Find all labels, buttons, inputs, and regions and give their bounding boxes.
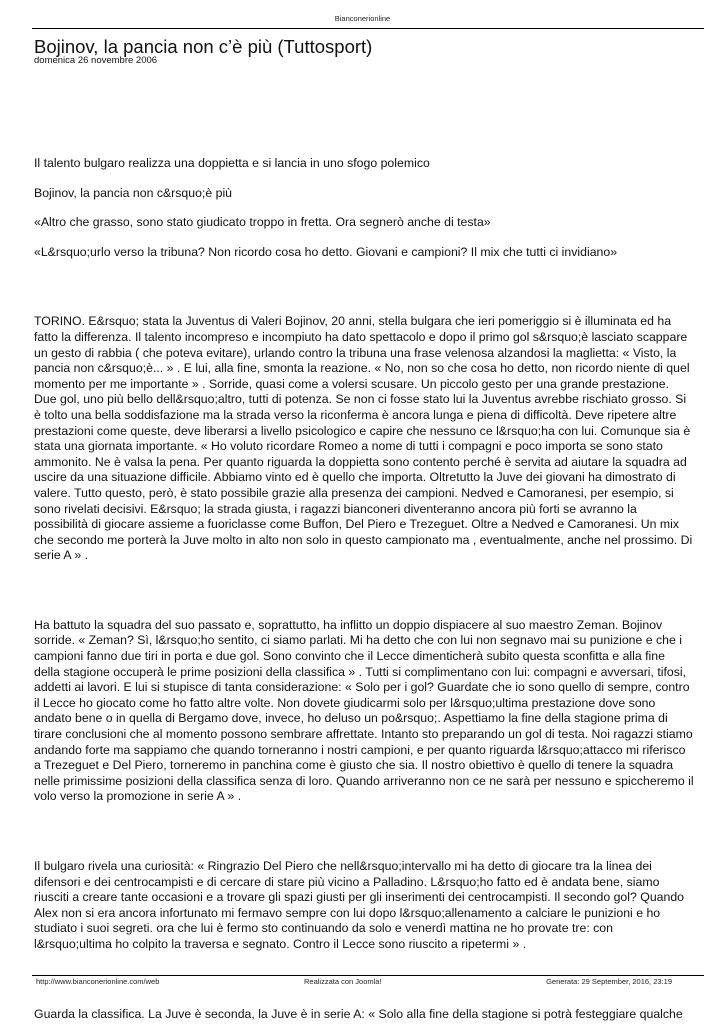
footer-url[interactable]: http://www.bianconerionline.com/web [36,977,160,986]
footer-divider [32,975,704,976]
article-headline: Bojinov, la pancia non c&rsquo;è più [34,185,233,200]
article-quote: «L&rsquo;urlo verso la tribuna? Non ricordo cosa ho detto. Giovani e campioni? Il mix che tutti ci invidiano» [34,244,618,259]
article-paragraph: TORINO. E&rsquo; stata la Juventus di Valeri Bojinov, 20 anni, stella bulgara che ieri pomeriggio si è illuminata ed ha fatto la differenza. Il talento incompreso e incompiuto ha dato spettacolo e dopo il primo gol s&rsquo;è lasciato scappare un gesto di rabbia ( che poteva evitare), urlando contro la tribuna una frase velenosa alzandosi la maglietta: « Visto, la pancia non c&rsquo;è... » . E lui, alla fine, smonta la reazione. « No, non so che cosa ho detto, non ricordo niente di quel momento per me importante » . Sorride, quasi come a volersi scusare. Un piccolo gesto per una grande prestazione. Due gol, uno più bello dell&rsquo;altro, tutti di potenza. Se non ci fosse stato lui la Juventus avrebbe rischiato grosso. Si è tolto una bella soddisfazione ma la strada verso la riconferma è ancora lunga e piena di difficoltà. Deve ripetere altre prestazioni come queste, deve liberarsi a livello psicologico e capire che nessuno ce l&rsquo;ha con lui. Comunque sia è stata una giornata importante. « Ho voluto ricordare Romeo a nome di tutti i compagni e poco importa se sono stato ammonito. Ne è valsa la pena. Per quanto riguarda la doppietta sono contento perché è servita ad aiutare la squadra ad uscire da una situazione difficile. Abbiamo vinto ed è quello che importa. Oltretutto la Juve dei giovani ha dimostrato di valere. Tutto questo, però, è stato possibile grazie alla presenza dei campioni. Nedved e Camoranesi, per esempio, si sono rivelati decisivi. E&rsquo; la strada giusta, i ragazzi bianconeri diventeranno ancora più forti se avranno la possibilità di giocare assieme a fuoriclasse come Buffon, Del Piero e Trezeguet. Oltre a Nedved e Camoranesi. Un mix che secondo me porterà la Juve molto in alto non solo in questo campionato ma , eventualmente, anche nel prossimo. Di serie A » . [34,314,693,563]
article-title: Bojinov, la pancia non c’è più (Tuttosport) [34,36,373,57]
article-subtitle: Il talento bulgaro realizza una doppietta e si lancia in uno sfogo polemico [34,156,430,170]
article-date: domenica 26 novembre 2006 [34,55,158,66]
article-quote: «Altro che grasso, sono stato giudicato troppo in fretta. Ora segnerò anche di testa» [34,215,491,230]
article-paragraph: Ha battuto la squadra del suo passato e, soprattutto, ha inflitto un doppio dispiacere al suo maestro Zeman. Bojinov sorride. « Zeman? Sì, l&rsquo;ho sentito, ci siamo parlati. Mi ha detto che con lui non segnavo mai su punizione e che i campioni fanno due tiri in porta e due gol. Sono convinto che il Lecce dimenticherà subito questa sconfitta e alla fine della stagione occuperà le prime posizioni della classifica » . Tutti si complimentano con lui: compagni e avversari, tifosi, addetti ai lavori. E lui si stupisce di tanta considerazione: « Solo per i gol? Guardate che io sono quello di sempre, contro il Lecce ho giocato come ho fatto altre volte. Non dovete giudicarmi solo per l&rsquo;ultima prestazione dove sono andato bene o in quella di Bergamo dove, invece, ho deluso un po&rsquo;. Aspettiamo la fine della stagione prima di tirare conclusioni che al momento possono sembrare affrettate. Intanto sto preparando un gol di testa. Noi ragazzi stiamo andando forte ma sappiamo che quando torneranno i nostri campioni, e per quanto riguarda l&rsquo;attacco mi riferisco a Trezeguet e Del Piero, torneremo in panchina come è giusto che sia. Il nostro obiettivo è quello di tenere la squadra nelle primissime posizioni della classifica senza di loro. Quando arriveranno non ce ne sarà per nessuno e spiccheremo il volo verso la promozione in serie A » . [34,617,694,804]
article-content [34,156,694,1022]
site-name: Bianconerionline [334,14,391,23]
article-paragraph: Guarda la classifica. La Juve è seconda, la Juve è in serie A: « Solo alla fine della stagione si potrà festeggiare qualche [34,1006,683,1021]
footer-credit: Realizzata con Joomla! [304,977,382,986]
footer-generated: Generata: 29 September, 2016, 23:19 [546,977,672,986]
header-divider [32,28,704,29]
article-paragraph: Il bulgaro rivela una curiosità: « Ringrazio Del Piero che nell&rsquo;intervallo mi ha detto di giocare tra la linea dei difensori e dei centrocampisti e di cercare di stare più vicino a Palladino. L&rsquo;ho fatto ed è andata bene, siamo riusciti a creare tante occasioni e a trovare gli spazi giusti per gli inserimenti dei centrocampisti. Il secondo gol? Quando Alex non si era ancora infortunato mi fermavo sempre con lui dopo l&rsquo;allenamento a calciare le punizioni e ho studiato i suoi segreti. ora che lui è fermo sto continuando da solo e venerdì mattina ne ho provate tre: con l&rsquo;ultima ho colpito la traversa e segnato. Contro il Lecce sono riuscito a ripetermi » . [34,859,685,951]
